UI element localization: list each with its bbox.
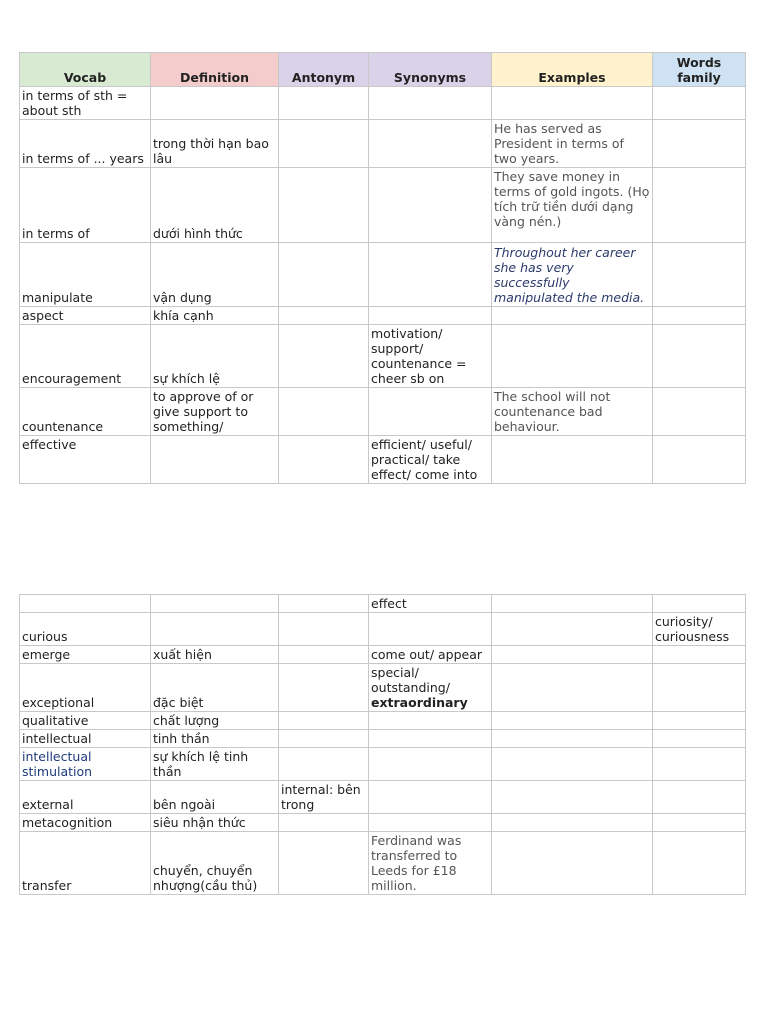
definition-cell[interactable]: dưới hình thức — [151, 168, 279, 243]
antonym-cell[interactable] — [279, 388, 369, 436]
header-vocab[interactable]: Vocab — [20, 53, 151, 87]
table-row — [20, 168, 746, 243]
antonym-cell[interactable]: internal: bên trong — [279, 781, 369, 814]
definition-cell[interactable]: trong thời hạn bao lâu — [151, 120, 279, 168]
synonyms-cell[interactable] — [369, 748, 492, 781]
examples-cell[interactable] — [492, 712, 653, 730]
antonym-cell[interactable] — [279, 243, 369, 307]
family-cell[interactable] — [653, 243, 746, 307]
header-examples[interactable]: Examples — [492, 53, 653, 87]
examples-cell[interactable] — [492, 613, 653, 646]
definition-cell[interactable]: sự khích lệ — [151, 325, 279, 388]
definition-cell[interactable]: sự khích lệ tinh thần — [151, 748, 279, 781]
family-cell[interactable] — [653, 646, 746, 664]
vocab-cell[interactable]: intellectual — [20, 730, 151, 748]
vocab-cell[interactable]: manipulate — [20, 243, 151, 307]
antonym-cell[interactable] — [279, 748, 369, 781]
synonyms-cell[interactable] — [369, 664, 492, 712]
header-synonyms[interactable]: Synonyms — [369, 53, 492, 87]
antonym-cell[interactable] — [279, 730, 369, 748]
antonym-cell[interactable] — [279, 595, 369, 613]
examples-cell[interactable] — [492, 646, 653, 664]
synonyms-cell[interactable]: Ferdinand was transferred to Leeds for £18 million. — [369, 832, 492, 895]
definition-cell[interactable]: bên ngoài — [151, 781, 279, 814]
family-cell[interactable] — [653, 307, 746, 325]
family-cell[interactable] — [653, 87, 746, 120]
examples-cell[interactable]: Throughout her career she has very successfully manipulated the media. — [492, 243, 653, 307]
vocab-cell[interactable]: curious — [20, 613, 151, 646]
synonyms-cell[interactable] — [369, 781, 492, 814]
family-cell[interactable] — [653, 595, 746, 613]
family-cell[interactable] — [653, 748, 746, 781]
table-row — [20, 120, 746, 168]
examples-cell[interactable] — [492, 781, 653, 814]
family-cell[interactable] — [653, 664, 746, 712]
definition-cell[interactable]: chất lượng — [151, 712, 279, 730]
vocab-cell[interactable]: effective — [20, 436, 151, 484]
vocab-cell[interactable]: exceptional — [20, 664, 151, 712]
header-antonym[interactable]: Antonym — [279, 53, 369, 87]
synonyms-cell[interactable] — [369, 243, 492, 307]
family-cell[interactable] — [653, 120, 746, 168]
synonyms-cell[interactable] — [369, 388, 492, 436]
examples-cell[interactable] — [492, 730, 653, 748]
family-cell[interactable] — [653, 832, 746, 895]
vocab-cell[interactable]: intellectual stimulation — [20, 748, 151, 781]
vocab-cell[interactable]: countenance — [20, 388, 151, 436]
vocab-cell[interactable]: qualitative — [20, 712, 151, 730]
table-row — [20, 388, 746, 436]
examples-cell[interactable] — [492, 325, 653, 388]
examples-cell[interactable] — [492, 832, 653, 895]
synonyms-cell[interactable]: effect — [369, 595, 492, 613]
vocab-cell[interactable]: transfer — [20, 832, 151, 895]
definition-cell[interactable] — [151, 87, 279, 120]
table-row — [20, 87, 746, 120]
synonyms-cell[interactable]: motivation/ support/ countenance = cheer sb on — [369, 325, 492, 388]
table-row — [20, 832, 746, 895]
antonym-cell[interactable] — [279, 712, 369, 730]
definition-cell[interactable] — [151, 595, 279, 613]
family-cell[interactable] — [653, 436, 746, 484]
antonym-cell[interactable] — [279, 87, 369, 120]
vocab-cell[interactable]: metacognition — [20, 814, 151, 832]
header-definition[interactable]: Definition — [151, 53, 279, 87]
synonyms-text: special/ outstanding/ — [371, 665, 450, 695]
antonym-cell[interactable] — [279, 664, 369, 712]
family-cell[interactable] — [653, 781, 746, 814]
family-cell[interactable] — [653, 388, 746, 436]
definition-cell[interactable] — [151, 436, 279, 484]
definition-cell[interactable]: siêu nhận thức — [151, 814, 279, 832]
header-words-family[interactable]: Words family — [653, 53, 746, 87]
definition-cell[interactable]: vận dụng — [151, 243, 279, 307]
definition-cell[interactable]: chuyển, chuyển nhượng(cầu thủ) — [151, 832, 279, 895]
synonyms-cell[interactable] — [369, 730, 492, 748]
synonyms-bold-text: extraordinary — [371, 695, 468, 710]
synonyms-cell[interactable] — [369, 712, 492, 730]
antonym-cell[interactable] — [279, 168, 369, 243]
table-row — [20, 730, 746, 748]
antonym-cell[interactable] — [279, 325, 369, 388]
table-row — [20, 664, 746, 712]
table-row — [20, 781, 746, 814]
examples-cell[interactable] — [492, 664, 653, 712]
vocab-cell[interactable]: emerge — [20, 646, 151, 664]
table-row — [20, 613, 746, 646]
antonym-cell[interactable] — [279, 120, 369, 168]
examples-cell[interactable]: He has served as President in terms of two years. — [492, 120, 653, 168]
family-cell[interactable] — [653, 814, 746, 832]
synonyms-cell[interactable] — [369, 613, 492, 646]
examples-cell[interactable] — [492, 307, 653, 325]
vocab-table-top — [19, 52, 746, 484]
header-row — [20, 53, 746, 87]
vocab-cell[interactable] — [20, 595, 151, 613]
family-cell[interactable] — [653, 325, 746, 388]
antonym-cell[interactable] — [279, 814, 369, 832]
table-row — [20, 814, 746, 832]
vocab-cell[interactable]: in terms of ... years — [20, 120, 151, 168]
synonyms-cell[interactable] — [369, 814, 492, 832]
examples-cell[interactable] — [492, 436, 653, 484]
synonyms-cell[interactable]: efficient/ useful/ practical/ take effect/ come into — [369, 436, 492, 484]
synonyms-cell[interactable] — [369, 120, 492, 168]
table-row — [20, 748, 746, 781]
table-row — [20, 243, 746, 307]
definition-cell[interactable]: đặc biệt — [151, 664, 279, 712]
definition-cell[interactable]: to approve of or give support to something/ — [151, 388, 279, 436]
antonym-cell[interactable] — [279, 646, 369, 664]
definition-cell[interactable]: xuất hiện — [151, 646, 279, 664]
definition-cell[interactable]: tinh thần — [151, 730, 279, 748]
antonym-cell[interactable] — [279, 307, 369, 325]
antonym-cell[interactable] — [279, 436, 369, 484]
family-cell[interactable] — [653, 730, 746, 748]
vocab-cell[interactable]: in terms of sth = about sth — [20, 87, 151, 120]
examples-cell[interactable]: The school will not countenance bad behaviour. — [492, 388, 653, 436]
synonyms-cell[interactable] — [369, 307, 492, 325]
vocab-cell[interactable]: external — [20, 781, 151, 814]
vocab-table-bottom — [19, 594, 746, 895]
vocab-cell[interactable]: aspect — [20, 307, 151, 325]
family-cell[interactable]: curiosity/ curiousness — [653, 613, 746, 646]
table-row — [20, 595, 746, 613]
examples-cell[interactable] — [492, 748, 653, 781]
family-cell[interactable] — [653, 168, 746, 243]
examples-cell[interactable] — [492, 595, 653, 613]
table-row — [20, 307, 746, 325]
synonyms-cell[interactable]: come out/ appear — [369, 646, 492, 664]
examples-cell[interactable] — [492, 87, 653, 120]
examples-cell[interactable] — [492, 814, 653, 832]
table-row — [20, 646, 746, 664]
examples-cell[interactable]: They save money in terms of gold ingots. (Họ tích trữ tiền dưới dạng vàng nén.) — [492, 168, 653, 243]
table-row — [20, 325, 746, 388]
antonym-cell[interactable] — [279, 832, 369, 895]
vocab-cell[interactable]: encouragement — [20, 325, 151, 388]
table-row — [20, 712, 746, 730]
antonym-cell[interactable] — [279, 613, 369, 646]
definition-cell[interactable] — [151, 613, 279, 646]
synonyms-cell[interactable] — [369, 168, 492, 243]
family-cell[interactable] — [653, 712, 746, 730]
definition-cell[interactable]: khía cạnh — [151, 307, 279, 325]
table-row — [20, 436, 746, 484]
vocab-cell[interactable]: in terms of — [20, 168, 151, 243]
synonyms-cell[interactable] — [369, 87, 492, 120]
